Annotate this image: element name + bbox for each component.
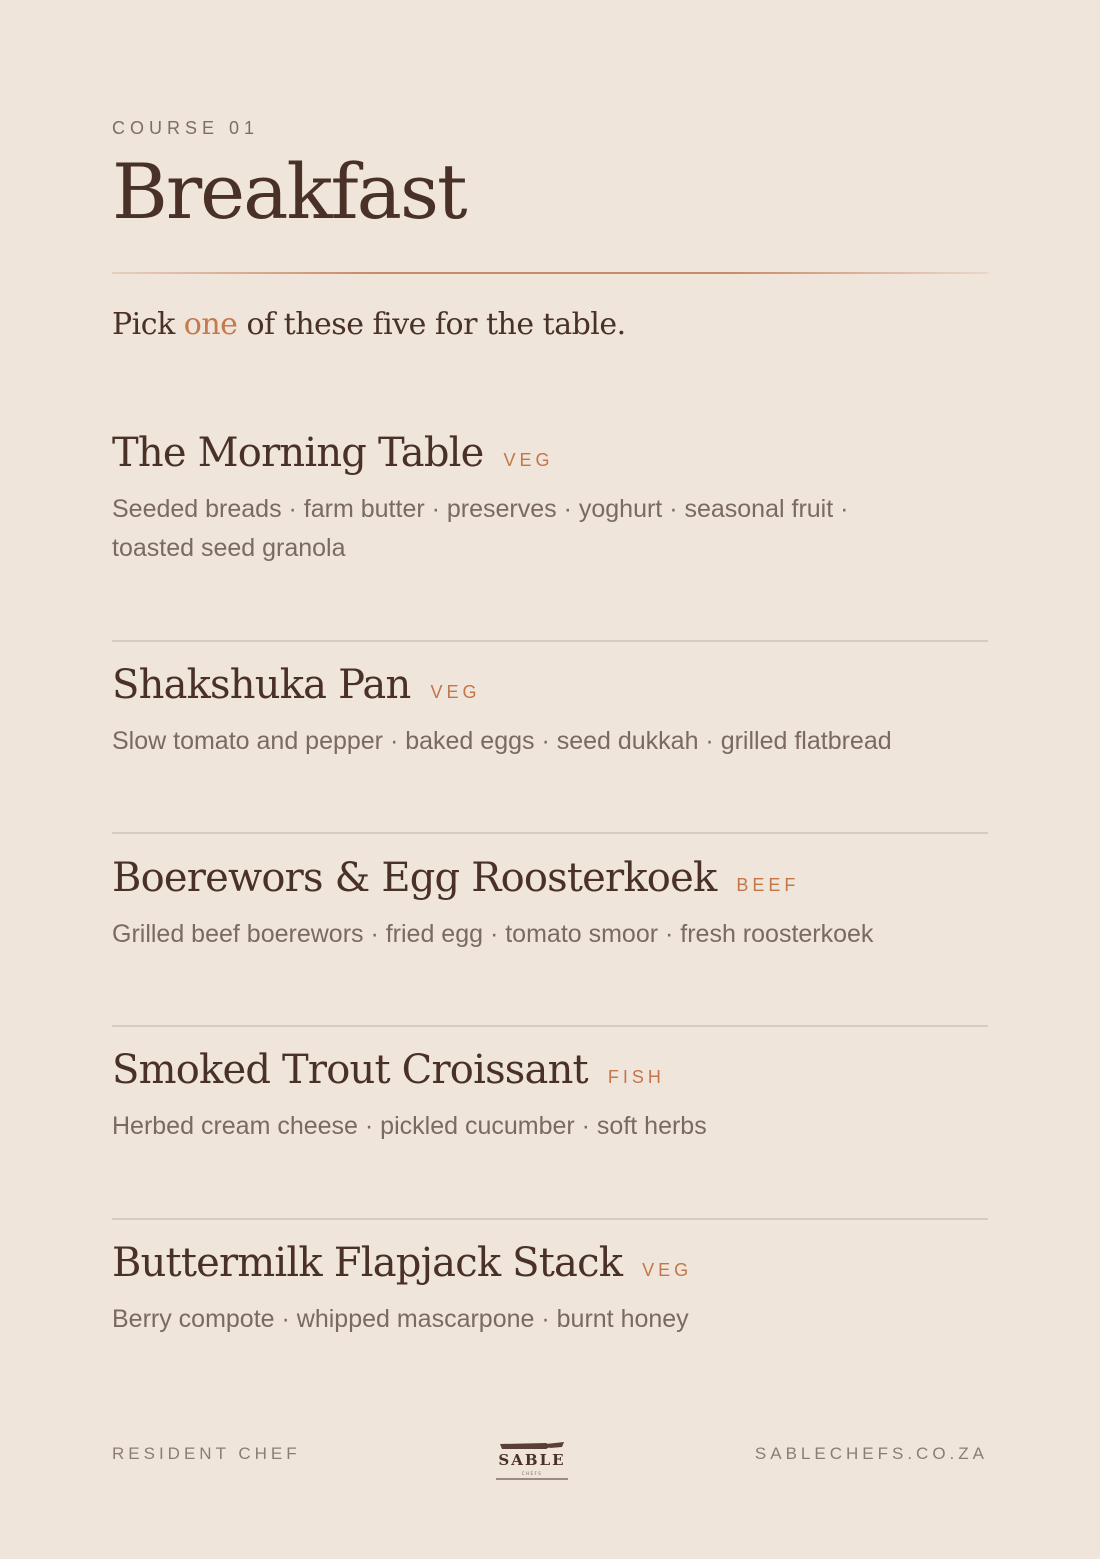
menu-item-description: Berry compote · whipped mascarpone · burnt honey	[112, 1305, 689, 1333]
title-divider	[112, 272, 988, 274]
diet-tag: BEEF	[736, 875, 800, 895]
logo-wordmark: SABLE	[498, 1451, 566, 1469]
menu-item	[112, 1240, 988, 1339]
menu-item	[112, 1047, 988, 1146]
footer-resident-chef: RESIDENT CHEF	[112, 1444, 301, 1463]
menu-item-name: Buttermilk Flapjack Stack	[112, 1240, 623, 1286]
page-title: Breakfast	[112, 147, 466, 236]
diet-tag: VEG	[642, 1260, 693, 1280]
menu-item-description: Grilled beef boerewors · fried egg · tomato smoor · fresh roosterkoek	[112, 920, 874, 948]
menu-item-description: Herbed cream cheese · pickled cucumber · soft herbs	[112, 1112, 707, 1140]
intro-text	[112, 307, 626, 342]
intro-accent: one	[183, 307, 238, 342]
item-divider	[112, 832, 988, 834]
item-divider	[112, 1218, 988, 1220]
menu-item-name: Smoked Trout Croissant	[112, 1047, 588, 1093]
item-divider	[112, 640, 988, 642]
menu-item-name: Boerewors & Egg Roosterkoek	[112, 855, 717, 901]
diet-tag: FISH	[607, 1067, 665, 1087]
menu-item	[112, 662, 988, 761]
intro-after: of these five for the table.	[237, 307, 626, 342]
menu-item-name: The Morning Table	[112, 430, 484, 476]
sable-logo	[494, 1436, 570, 1484]
menu-page	[112, 0, 988, 1559]
footer-website: SABLECHEFS.CO.ZA	[754, 1444, 988, 1463]
menu-item-name: Shakshuka Pan	[112, 662, 411, 708]
diet-tag: VEG	[430, 682, 481, 702]
course-label: COURSE 01	[112, 118, 260, 138]
menu-item-description: Seeded breads · farm butter · preserves · yoghurt · seasonal fruit · toasted seed granola	[112, 495, 849, 562]
menu-item	[112, 430, 988, 568]
menu-item-description: Slow tomato and pepper · baked eggs · seed dukkah · grilled flatbread	[112, 727, 892, 755]
logo-subtext: CHEFS	[521, 1471, 543, 1476]
diet-tag: VEG	[503, 450, 554, 470]
menu-item	[112, 855, 988, 954]
item-divider	[112, 1025, 988, 1027]
intro-before: Pick	[112, 307, 184, 342]
